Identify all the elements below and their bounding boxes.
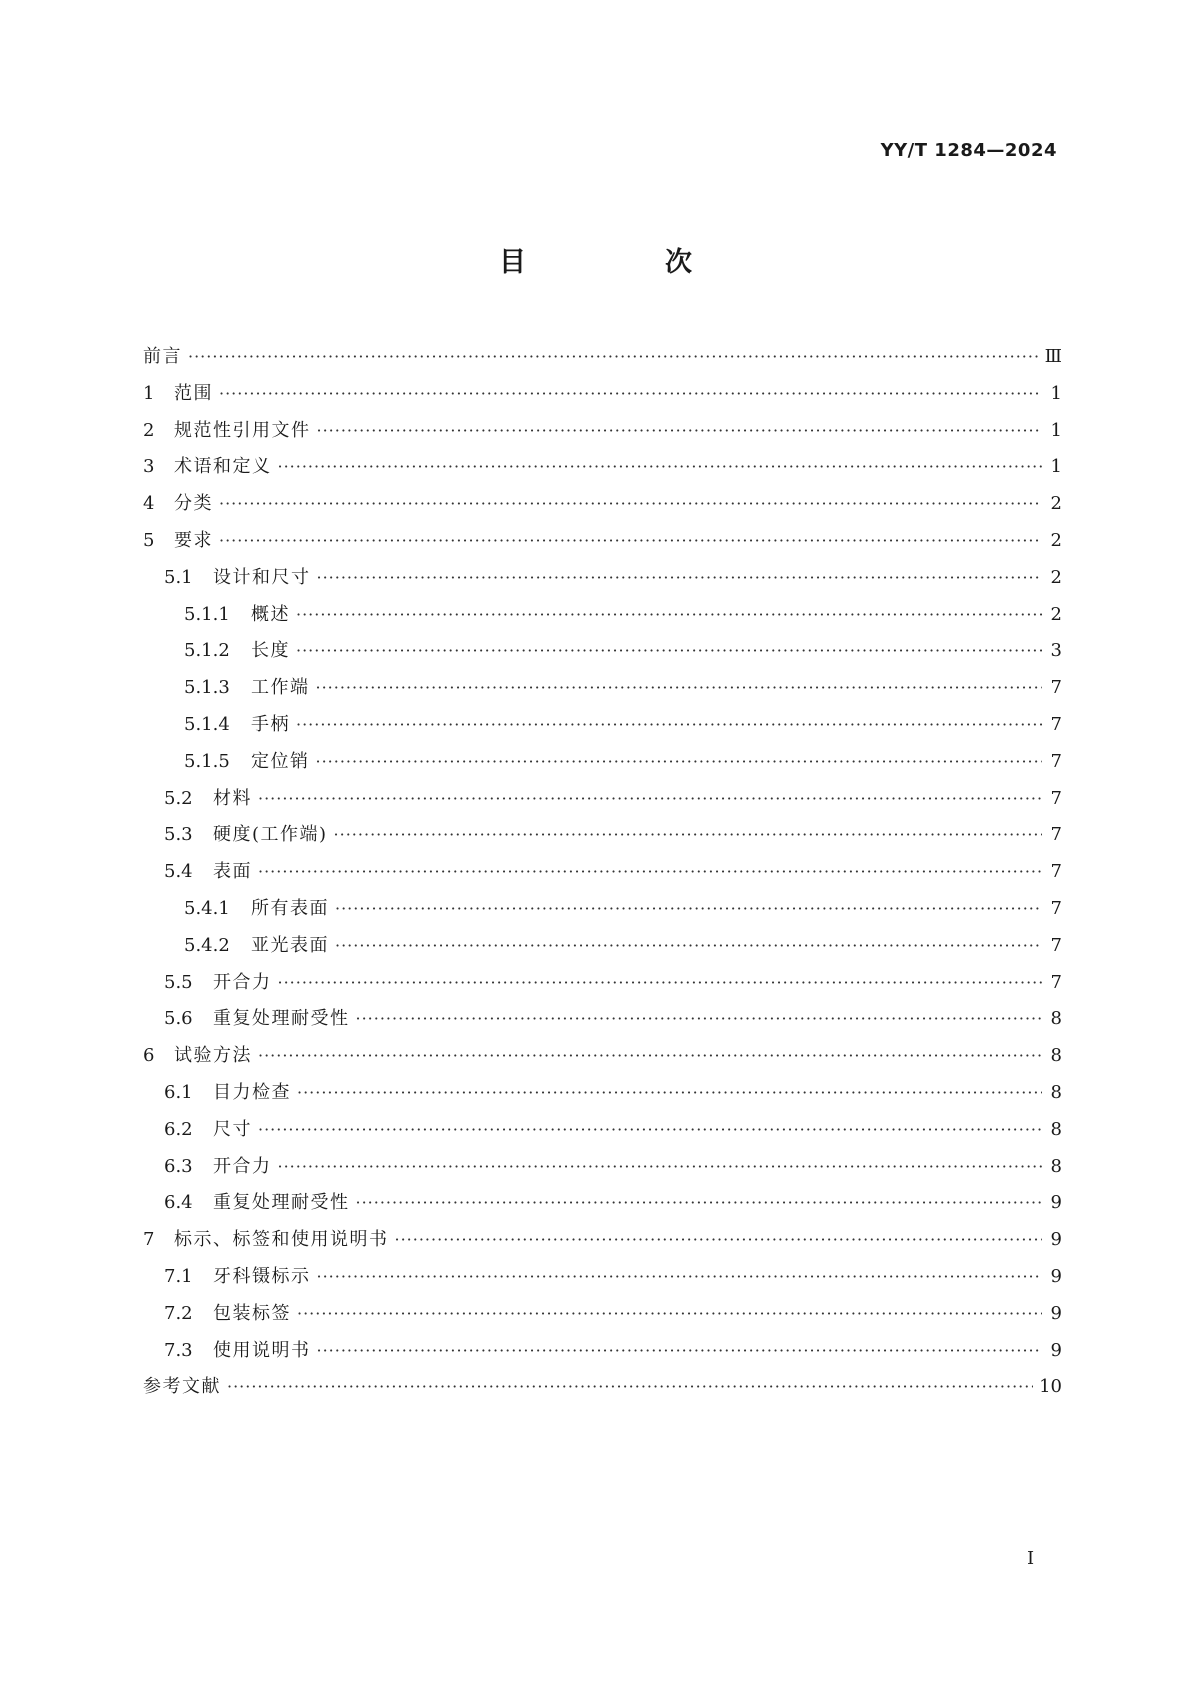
toc-entry-page: 7	[1050, 787, 1062, 809]
toc-entry-label: 所有表面	[251, 897, 329, 919]
toc-entry-label: 尺寸	[213, 1118, 252, 1140]
toc-entry-page: 8	[1050, 1155, 1062, 1177]
toc-leader-dots	[219, 494, 1042, 513]
toc-entry-label: 包装标签	[213, 1302, 291, 1324]
toc-leader-dots	[258, 862, 1042, 881]
toc-leader-dots	[296, 715, 1042, 734]
toc-entry[interactable]	[143, 1115, 1062, 1152]
toc-entry-number: 6	[143, 1045, 155, 1067]
toc-leader-dots	[317, 1267, 1043, 1286]
toc-leader-dots	[219, 384, 1042, 403]
toc-entry-page: 2	[1050, 603, 1062, 625]
toc-entry-page: 1	[1050, 456, 1062, 478]
toc-entry-page: Ⅲ	[1044, 346, 1062, 367]
toc-leader-dots	[334, 825, 1042, 844]
toc-entry-number: 5.4	[164, 861, 193, 883]
toc-entry[interactable]	[143, 379, 1062, 416]
toc-entry-number: 4	[143, 493, 155, 515]
toc-entry-label: 重复处理耐受性	[213, 1008, 350, 1030]
toc-entry-number: 5.5	[164, 971, 193, 993]
toc-entry[interactable]	[143, 1262, 1062, 1299]
toc-entry[interactable]	[143, 1078, 1062, 1115]
toc-leader-dots	[258, 789, 1042, 808]
toc-leader-dots	[296, 641, 1042, 660]
toc-entry-number: 5.1.5	[184, 750, 230, 772]
toc-entry-label: 设计和尺寸	[213, 566, 311, 588]
toc-leader-dots	[278, 973, 1043, 992]
toc-entry[interactable]	[143, 452, 1062, 489]
toc-entry-page: 8	[1050, 1008, 1062, 1030]
toc-leader-dots	[317, 1341, 1043, 1360]
toc-entry[interactable]	[143, 1004, 1062, 1041]
table-of-contents	[143, 342, 1062, 1409]
toc-entry-label: 定位销	[251, 750, 310, 772]
toc-leader-dots	[335, 936, 1042, 955]
toc-entry-page: 9	[1050, 1339, 1062, 1361]
toc-entry[interactable]	[143, 673, 1062, 710]
toc-entry[interactable]	[143, 968, 1062, 1005]
toc-leader-dots	[227, 1377, 1033, 1396]
toc-entry-page: 7	[1050, 677, 1062, 699]
toc-entry-number: 6.4	[164, 1192, 193, 1214]
document-code: YY/T 1284—2024	[880, 140, 1057, 161]
toc-entry-page: 9	[1050, 1302, 1062, 1324]
toc-entry[interactable]	[143, 784, 1062, 821]
toc-entry-label: 硬度(工作端)	[213, 824, 328, 846]
toc-entry-number: 5.1	[164, 566, 193, 588]
toc-entry-number: 5.1.1	[184, 603, 230, 625]
toc-entry-page: 7	[1050, 750, 1062, 772]
toc-entry-number: 5.1.4	[184, 713, 230, 735]
toc-entry-number: 6.1	[164, 1081, 193, 1103]
toc-entry-page: 7	[1050, 897, 1062, 919]
toc-entry-number: 5.1.2	[184, 640, 230, 662]
toc-leader-dots	[188, 347, 1039, 366]
toc-leader-dots	[356, 1009, 1043, 1028]
toc-entry-label: 参考文献	[143, 1376, 221, 1398]
toc-entry-page: 2	[1050, 529, 1062, 551]
toc-entry-number: 6.3	[164, 1155, 193, 1177]
toc-entry-number: 2	[143, 419, 155, 441]
toc-entry-page: 1	[1050, 382, 1062, 404]
toc-entry-label: 表面	[213, 861, 252, 883]
toc-entry-label: 规范性引用文件	[174, 419, 311, 441]
toc-entry-number: 7	[143, 1229, 155, 1251]
toc-entry-number: 5.1.3	[184, 677, 230, 699]
toc-leader-dots	[297, 1083, 1042, 1102]
page-title: 目 次	[499, 247, 748, 278]
toc-entry-page: 3	[1050, 640, 1062, 662]
toc-entry[interactable]	[143, 563, 1062, 600]
toc-leader-dots	[335, 899, 1042, 918]
toc-entry[interactable]	[143, 636, 1062, 673]
toc-entry[interactable]	[143, 1336, 1062, 1373]
toc-entry[interactable]	[143, 526, 1062, 563]
toc-entry-page: 8	[1050, 1118, 1062, 1140]
toc-entry[interactable]	[143, 931, 1062, 968]
toc-entry[interactable]	[143, 894, 1062, 931]
toc-entry-label: 重复处理耐受性	[213, 1192, 350, 1214]
toc-entry-label: 前言	[143, 346, 182, 367]
toc-entry-page: 7	[1050, 824, 1062, 846]
toc-entry-label: 开合力	[213, 1155, 272, 1177]
toc-entry-label: 标示、标签和使用说明书	[174, 1229, 389, 1251]
toc-entry-page: 9	[1050, 1192, 1062, 1214]
toc-entry[interactable]	[143, 747, 1062, 784]
toc-entry-number: 7.1	[164, 1265, 193, 1287]
toc-entry[interactable]	[143, 416, 1062, 453]
toc-entry-label: 开合力	[213, 971, 272, 993]
toc-entry-label: 亚光表面	[251, 934, 329, 956]
toc-entry-page: 7	[1050, 861, 1062, 883]
toc-entry-page: 2	[1050, 566, 1062, 588]
toc-entry[interactable]	[143, 1152, 1062, 1189]
toc-entry-page: 10	[1039, 1376, 1062, 1398]
toc-entry-page: 9	[1050, 1265, 1062, 1287]
toc-entry[interactable]	[143, 820, 1062, 857]
toc-entry[interactable]	[143, 489, 1062, 526]
toc-leader-dots	[317, 568, 1043, 587]
toc-leader-dots	[297, 1304, 1042, 1323]
toc-leader-dots	[316, 752, 1043, 771]
toc-entry-page: 2	[1050, 493, 1062, 515]
toc-entry-label: 手柄	[251, 713, 290, 735]
toc-leader-dots	[395, 1230, 1043, 1249]
toc-entry-label: 使用说明书	[213, 1339, 311, 1361]
toc-entry-page: 8	[1050, 1081, 1062, 1103]
toc-entry-number: 7.3	[164, 1339, 193, 1361]
toc-entry-number: 7.2	[164, 1302, 193, 1324]
toc-entry-number: 5.6	[164, 1008, 193, 1030]
toc-leader-dots	[356, 1193, 1043, 1212]
toc-entry-number: 1	[143, 382, 155, 404]
toc-leader-dots	[258, 1120, 1042, 1139]
toc-entry-page: 7	[1050, 713, 1062, 735]
toc-entry-page: 1	[1050, 419, 1062, 441]
toc-leader-dots	[278, 457, 1043, 476]
toc-entry-label: 范围	[174, 382, 213, 404]
toc-entry-label: 牙科镊标示	[213, 1265, 311, 1287]
toc-entry[interactable]	[143, 857, 1062, 894]
toc-leader-dots	[316, 678, 1043, 697]
toc-entry-number: 5.2	[164, 787, 193, 809]
toc-leader-dots	[278, 1157, 1043, 1176]
toc-entry-page: 7	[1050, 971, 1062, 993]
toc-entry-label: 工作端	[251, 677, 310, 699]
toc-entry[interactable]	[143, 600, 1062, 637]
toc-entry-page: 9	[1050, 1229, 1062, 1251]
toc-entry-number: 5.4.1	[184, 897, 230, 919]
toc-entry[interactable]	[143, 710, 1062, 747]
toc-entry-number: 5	[143, 529, 155, 551]
toc-entry-label: 分类	[174, 493, 213, 515]
toc-entry[interactable]	[143, 1225, 1062, 1262]
toc-entry-label: 术语和定义	[174, 456, 272, 478]
toc-entry-label: 材料	[213, 787, 252, 809]
toc-entry-number: 3	[143, 456, 155, 478]
toc-entry[interactable]	[143, 1041, 1062, 1078]
toc-entry-label: 试验方法	[174, 1045, 252, 1067]
toc-entry[interactable]	[143, 342, 1062, 379]
toc-entry-label: 要求	[174, 529, 213, 551]
toc-entry-page: 8	[1050, 1045, 1062, 1067]
toc-leader-dots	[317, 421, 1043, 440]
toc-leader-dots	[296, 605, 1042, 624]
toc-entry-label: 概述	[251, 603, 290, 625]
toc-entry[interactable]	[143, 1299, 1062, 1336]
toc-entry[interactable]	[143, 1188, 1062, 1225]
toc-entry-label: 目力检查	[213, 1081, 291, 1103]
toc-entry-page: 7	[1050, 934, 1062, 956]
toc-leader-dots	[219, 531, 1042, 550]
toc-entry-number: 6.2	[164, 1118, 193, 1140]
toc-entry-label: 长度	[251, 640, 290, 662]
footer-page-number: I	[1027, 1548, 1035, 1569]
toc-entry-number: 5.3	[164, 824, 193, 846]
toc-entry-number: 5.4.2	[184, 934, 230, 956]
toc-leader-dots	[258, 1046, 1042, 1065]
toc-entry[interactable]	[143, 1372, 1062, 1409]
